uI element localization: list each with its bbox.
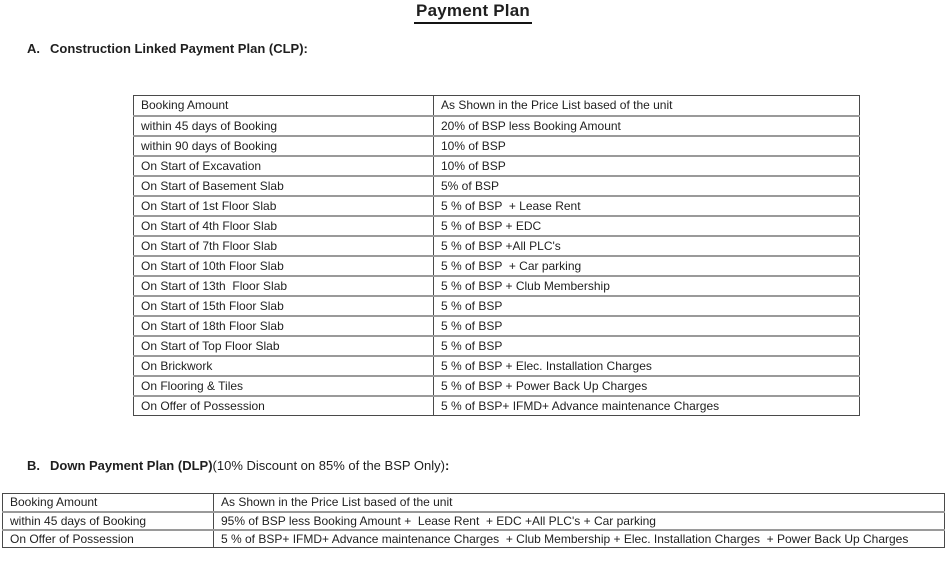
table-row <box>134 376 860 396</box>
section-b-heading <box>27 458 946 474</box>
milestone-cell: On Offer of Possession <box>3 530 214 548</box>
table-row <box>134 236 860 256</box>
payment-cell: As Shown in the Price List based of the unit <box>214 494 945 512</box>
section-b-label: B. <box>27 458 40 473</box>
milestone-cell: Booking Amount <box>3 494 214 512</box>
section-b-title-normal: (10% Discount on 85% of the BSP Only) <box>212 458 445 473</box>
milestone-cell: On Brickwork <box>134 356 434 376</box>
milestone-cell: On Start of Top Floor Slab <box>134 336 434 356</box>
milestone-cell: On Start of 7th Floor Slab <box>134 236 434 256</box>
payment-cell: 5 % of BSP+ IFMD+ Advance maintenance Charges + Club Membership + Elec. Installation Charges + Power Back Up Charges <box>214 530 945 548</box>
page-title: Payment Plan <box>414 1 532 24</box>
payment-cell: 5 % of BSP <box>434 296 860 316</box>
payment-cell: 5% of BSP <box>434 176 860 196</box>
table-row <box>134 116 860 136</box>
payment-cell: 5 % of BSP +All PLC's <box>434 236 860 256</box>
milestone-cell: On Start of 1st Floor Slab <box>134 196 434 216</box>
table-row <box>134 216 860 236</box>
milestone-cell: within 45 days of Booking <box>3 512 214 530</box>
table-row <box>3 494 945 512</box>
table-row <box>3 530 945 548</box>
payment-cell: 5 % of BSP + EDC <box>434 216 860 236</box>
table-row <box>3 512 945 530</box>
payment-cell: 5 % of BSP <box>434 316 860 336</box>
payment-cell: 10% of BSP <box>434 136 860 156</box>
table-row <box>134 96 860 116</box>
payment-cell: 5 % of BSP <box>434 336 860 356</box>
milestone-cell: On Start of 10th Floor Slab <box>134 256 434 276</box>
clp-table <box>133 95 860 416</box>
table-row <box>134 276 860 296</box>
payment-cell: 5 % of BSP+ IFMD+ Advance maintenance Charges <box>434 396 860 416</box>
table-row <box>134 196 860 216</box>
table-row <box>134 136 860 156</box>
section-b-title <box>50 458 449 474</box>
milestone-cell: On Start of Excavation <box>134 156 434 176</box>
milestone-cell: On Flooring & Tiles <box>134 376 434 396</box>
section-b-title-colon: : <box>444 458 450 473</box>
payment-cell: 10% of BSP <box>434 156 860 176</box>
milestone-cell: Booking Amount <box>134 96 434 116</box>
section-a-label: A. <box>27 41 40 56</box>
section-a-title: Construction Linked Payment Plan (CLP): <box>50 41 308 56</box>
payment-cell: As Shown in the Price List based of the unit <box>434 96 860 116</box>
table-row <box>134 296 860 316</box>
milestone-cell: On Start of 13th Floor Slab <box>134 276 434 296</box>
milestone-cell: On Start of 18th Floor Slab <box>134 316 434 336</box>
table-row <box>134 176 860 196</box>
payment-cell: 5 % of BSP + Elec. Installation Charges <box>434 356 860 376</box>
payment-cell: 5 % of BSP + Lease Rent <box>434 196 860 216</box>
table-row <box>134 156 860 176</box>
section-b-title-bold: Down Payment Plan (DLP) <box>50 458 213 473</box>
section-a-heading <box>27 41 946 57</box>
milestone-cell: On Offer of Possession <box>134 396 434 416</box>
payment-cell: 95% of BSP less Booking Amount + Lease Rent + EDC +All PLC's + Car parking <box>214 512 945 530</box>
table-row <box>134 356 860 376</box>
milestone-cell: within 45 days of Booking <box>134 116 434 136</box>
title-row <box>0 0 946 24</box>
milestone-cell: On Start of Basement Slab <box>134 176 434 196</box>
table-row <box>134 256 860 276</box>
table-row <box>134 316 860 336</box>
milestone-cell: On Start of 4th Floor Slab <box>134 216 434 236</box>
payment-cell: 5 % of BSP + Power Back Up Charges <box>434 376 860 396</box>
payment-cell: 5 % of BSP + Car parking <box>434 256 860 276</box>
table-row <box>134 396 860 416</box>
payment-cell: 20% of BSP less Booking Amount <box>434 116 860 136</box>
table-row <box>134 336 860 356</box>
dlp-table <box>2 493 945 548</box>
milestone-cell: within 90 days of Booking <box>134 136 434 156</box>
payment-cell: 5 % of BSP + Club Membership <box>434 276 860 296</box>
milestone-cell: On Start of 15th Floor Slab <box>134 296 434 316</box>
